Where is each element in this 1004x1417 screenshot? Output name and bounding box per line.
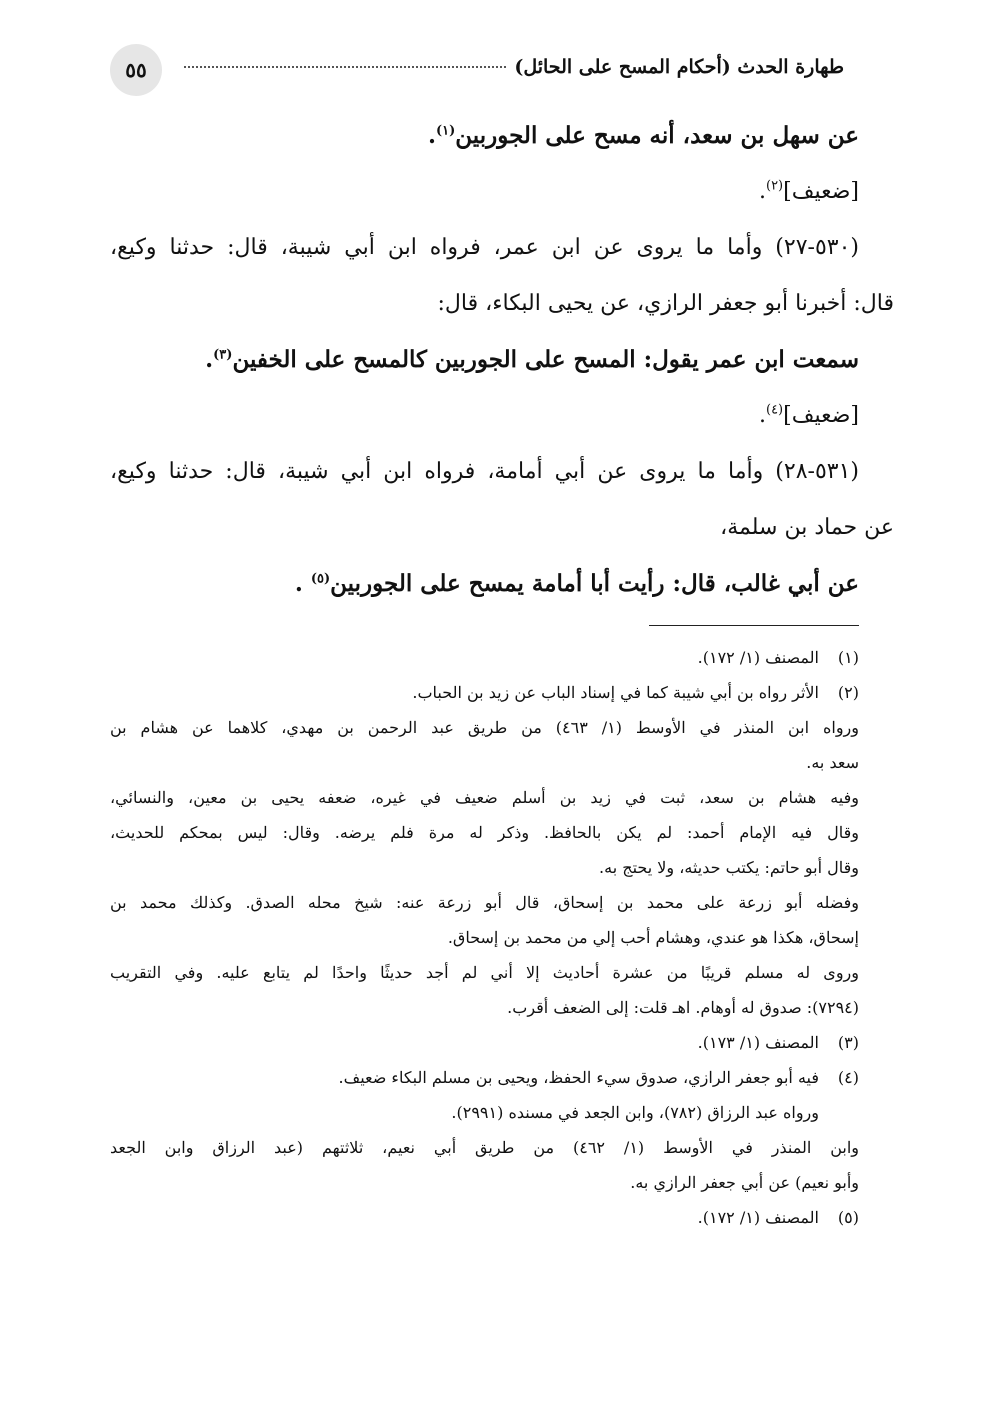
athar-line: عن أبي غالب، قال: رأيت أبا أمامة يمسح على الجوربين$^{(٥)}$ .	[294, 570, 859, 597]
athar-line: سمعت ابن عمر يقول: المسح على الجوربين كالمسح على الخفين$^{(٣)}$.	[205, 346, 859, 373]
footnote-line: وفيه هشام بن سعد، ثبت في زيد بن أسلم ضعيف في غيره، ضعفه يحيى بن معين، والنسائي،	[110, 788, 859, 807]
footnote-ref[interactable]: (٣)	[213, 347, 233, 363]
footnote-ref[interactable]: (٢)	[765, 178, 784, 194]
running-title: طهارة الحدث (أحكام المسح على الحائل)	[514, 56, 844, 78]
isnad-line: (٥٣١-٢٨) وأما ما يروى عن أبي أمامة، فرواه ابن أبي شيبة، قال: حدثنا وكيع،	[110, 459, 859, 484]
footnote-3: (٣)المصنف (١/ ١٧٣).	[697, 1033, 859, 1052]
footnote-line: وأبو نعيم) عن أبي جعفر الرازي به.	[630, 1173, 859, 1192]
isnad-line: عن حماد بن سلمة،	[720, 515, 894, 540]
footnote-line: إسحاق، هكذا هو عندي، وهشام أحب إلي من محمد بن إسحاق.	[447, 928, 859, 947]
footnote-2: (٢)الأثر رواه بن أبي شيبة كما في إسناد الباب عن زيد بن الحباب.	[412, 683, 859, 702]
footnote-separator	[649, 625, 859, 626]
isnad-line: (٥٣٠-٢٧) وأما ما يروى عن ابن عمر، فرواه ابن أبي شيبة، قال: حدثنا وكيع،	[110, 235, 859, 260]
footnote-line: (٧٢٩٤): صدوق له أوهام. اهـ قلت: إلى الضعف أقرب.	[507, 998, 859, 1017]
athar-line: عن سهل بن سعد، أنه مسح على الجوربين$^{(١)}$.	[427, 122, 859, 149]
footnote-line: وابن المنذر في الأوسط (١/ ٤٦٢) من طريق أبي نعيم، ثلاثتهم (عبد الرزاق وابن الجعد	[110, 1138, 860, 1157]
footnote-line: وروى له مسلم قريبًا من عشرة أحاديث إلا أني لم أجد حديثًا واحدًا لم يتابع عليه. وفي التقريب	[110, 963, 859, 982]
footnote-line: سعد به.	[806, 753, 859, 772]
footnote-ref[interactable]: (٤)	[765, 402, 784, 418]
main-text	[110, 108, 894, 612]
running-head	[176, 56, 844, 78]
isnad-line: قال: أخبرنا أبو جعفر الرازي، عن يحيى البكاء، قال:	[437, 291, 894, 316]
footnote-1: (١)المصنف (١/ ١٧٢).	[697, 648, 859, 667]
footnote-line: ورواه ابن المنذر في الأوسط (١/ ٤٦٣) من طريق عبد الرحمن بن مهدي، كلاهما عن هشام بن	[110, 718, 859, 737]
footnote-ref[interactable]: (١)	[435, 123, 456, 139]
footnote-line: وفضله أبو زرعة على محمد بن إسحاق، قال أبو زرعة عنه: شيخ محله الصدق. وكذلك محمد بن	[110, 893, 859, 912]
footnote-4: (٤)فيه أبو جعفر الرازي، صدوق سيء الحفظ، ويحيى بن مسلم البكاء ضعيف.	[338, 1068, 859, 1087]
grade-line: [ضعيف]$^{(٤)}$.	[758, 402, 859, 428]
grade-line: [ضعيف]$^{(٢)}$.	[758, 178, 859, 204]
footnote-line: وقال فيه الإمام أحمد: لم يكن بالحافظ. وذكر له مرة فلم يرضه. وقال: ليس بمحكم للحديث،	[110, 823, 859, 842]
footnote-line: وقال أبو حاتم: يكتب حديثه، ولا يحتج به.	[599, 858, 859, 877]
page-number: ٥٥	[110, 44, 162, 96]
dotted-leader	[184, 66, 506, 68]
footnote-5: (٥)المصنف (١/ ١٧٢).	[697, 1208, 859, 1227]
footnotes	[110, 640, 859, 1235]
footnote-line: ورواه عبد الرزاق (٧٨٢)، وابن الجعد في مسنده (٢٩٩١).	[451, 1103, 819, 1122]
footnote-ref[interactable]: (٥)	[310, 571, 331, 587]
page-header	[110, 44, 844, 96]
